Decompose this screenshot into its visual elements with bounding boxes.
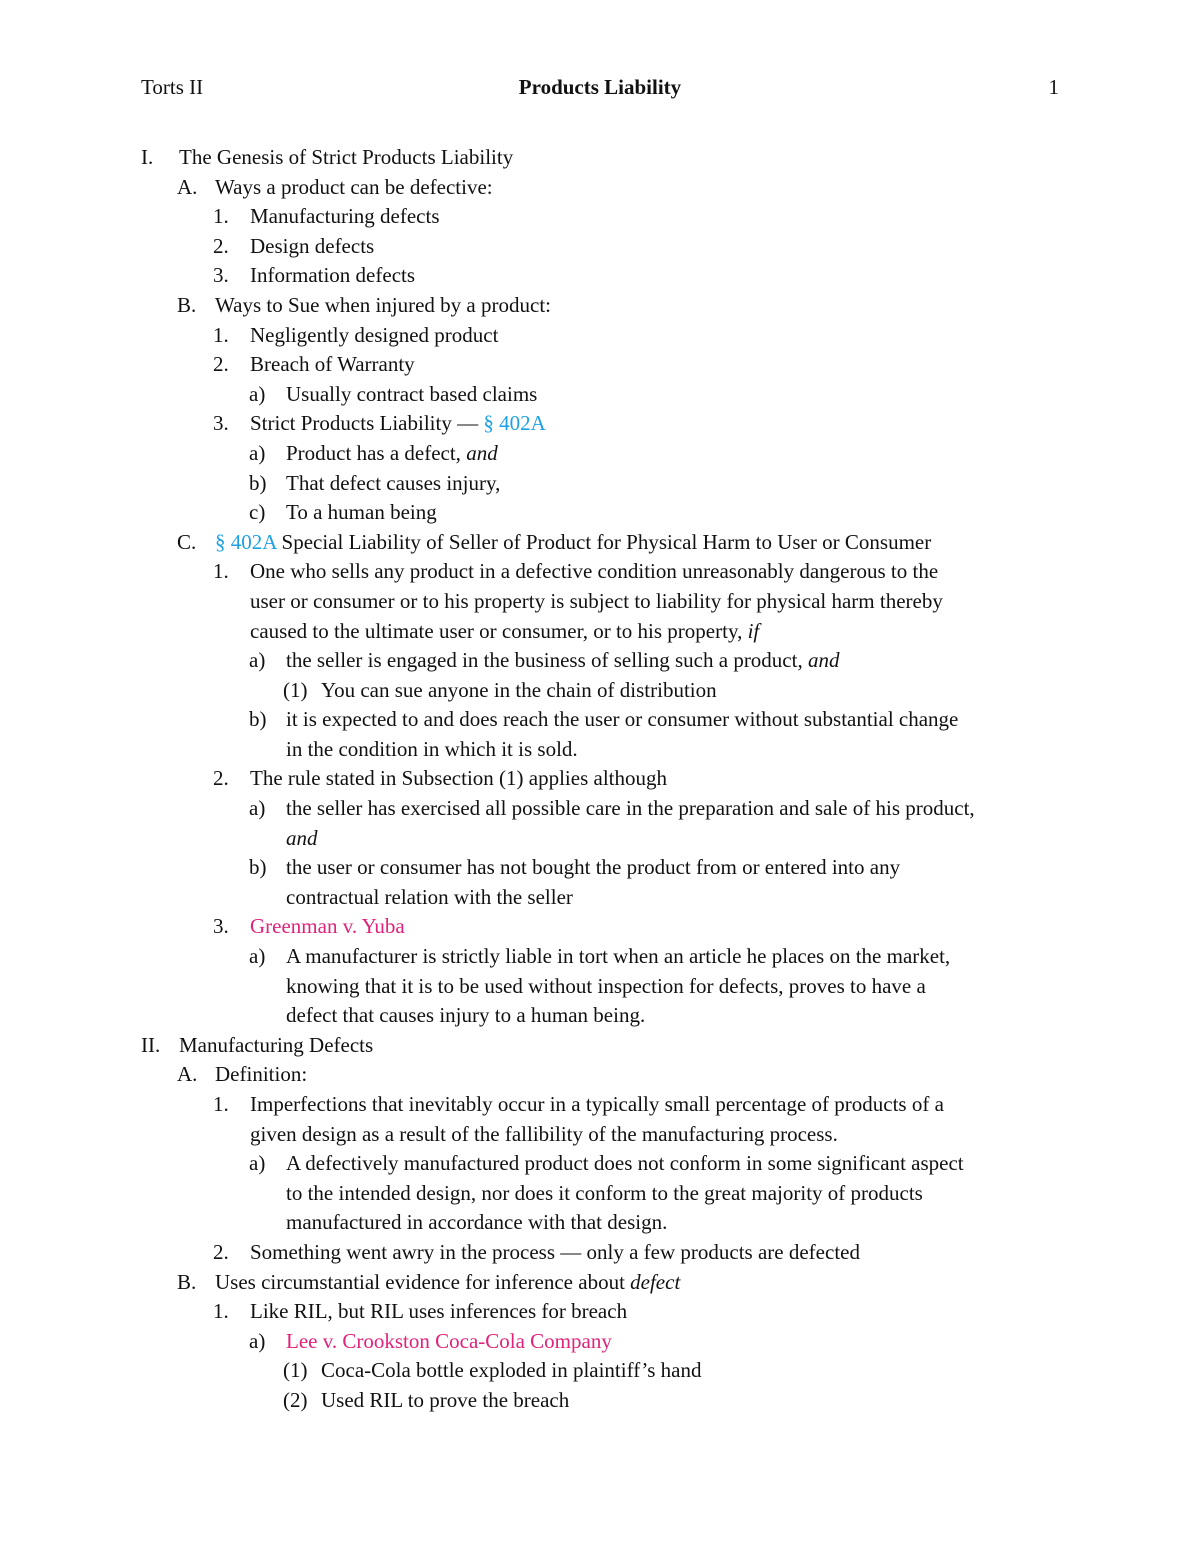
outline-text <box>250 1238 860 1268</box>
outline-text <box>286 498 437 528</box>
outline-marker: a) <box>249 796 266 821</box>
outline-line <box>0 735 1200 765</box>
header-page-number: 1 <box>1048 75 1059 99</box>
text-segment: Manufacturing Defects <box>179 1032 374 1057</box>
outline-marker: a) <box>249 440 266 465</box>
outline-marker: A. <box>177 174 198 199</box>
outline-marker: 3. <box>213 263 229 288</box>
outline-marker: II. <box>141 1032 161 1057</box>
text-segment: it is expected to and does reach the user or consumer without substantial change <box>286 707 959 732</box>
outline-marker: 1. <box>213 204 229 229</box>
outline-line <box>0 1149 1200 1179</box>
outline-text <box>250 1120 838 1150</box>
outline-text <box>286 794 975 824</box>
text-segment: contractual relation with the seller <box>286 884 573 909</box>
outline-marker: (2) <box>283 1387 308 1412</box>
outline-text <box>250 1090 944 1120</box>
text-segment: Product has a defect, <box>286 440 467 465</box>
outline-text <box>286 942 950 972</box>
outline-marker: A. <box>177 1062 198 1087</box>
text-segment: That defect causes injury, <box>286 470 501 495</box>
outline-marker: (1) <box>283 677 308 702</box>
outline-marker: B. <box>177 1269 197 1294</box>
text-segment: Manufacturing defects <box>250 204 440 229</box>
outline-text <box>286 1149 964 1179</box>
text-segment: Design defects <box>250 233 375 258</box>
text-segment: knowing that it is to be used without inspection for defects, proves to have a <box>286 973 926 998</box>
outline-text <box>286 972 926 1002</box>
text-segment: in the condition in which it is sold. <box>286 736 578 761</box>
outline-text <box>179 1031 373 1061</box>
text-segment: Like RIL, but RIL uses inferences for breach <box>250 1299 628 1324</box>
text-segment: Used RIL to prove the breach <box>321 1387 570 1412</box>
outline-text <box>250 557 938 587</box>
outline-line <box>0 764 1200 794</box>
outline-marker: (1) <box>283 1358 308 1383</box>
text-segment: Imperfections that inevitably occur in a typically small percentage of products of a <box>250 1092 944 1116</box>
outline-line <box>0 912 1200 942</box>
outline-line <box>0 321 1200 351</box>
outline-marker: b) <box>249 707 267 732</box>
outline-marker: c) <box>249 500 266 525</box>
text-segment: Uses circumstantial evidence for inference about <box>215 1269 631 1294</box>
outline-text <box>321 676 717 706</box>
outline-line <box>0 1386 1200 1416</box>
outline-text <box>250 409 546 439</box>
outline-text <box>321 1386 569 1416</box>
text-segment: The rule stated in Subsection (1) applies although <box>250 766 667 791</box>
text-segment: and <box>466 440 498 465</box>
outline-text <box>286 439 498 469</box>
outline-marker: a) <box>249 381 266 406</box>
outline-line <box>0 1090 1200 1120</box>
text-segment: A defectively manufactured product does not conform in some significant aspect <box>286 1151 964 1176</box>
outline-text <box>286 1001 645 1031</box>
header-course-title: Torts II <box>141 75 204 99</box>
outline-line <box>0 676 1200 706</box>
outline-line <box>0 291 1200 321</box>
outline-line <box>0 173 1200 203</box>
outline-text <box>250 764 667 794</box>
text-segment: given design as a result of the fallibility of the manufacturing process. <box>250 1121 838 1146</box>
outline-text <box>250 261 415 291</box>
outline-marker: 1. <box>213 1299 229 1324</box>
outline-marker: 2. <box>213 766 229 791</box>
outline-marker: 1. <box>213 1092 229 1116</box>
outline-line <box>0 646 1200 676</box>
outline-text <box>286 883 573 913</box>
text-segment: manufactured in accordance with that design. <box>286 1210 668 1235</box>
outline-marker: a) <box>249 648 266 673</box>
outline-line <box>0 617 1200 647</box>
outline-line <box>0 853 1200 883</box>
text-segment: defect that causes injury to a human being. <box>286 1003 646 1028</box>
outline-text <box>250 202 440 232</box>
outline-marker: 3. <box>213 411 229 436</box>
outline-line <box>0 498 1200 528</box>
outline-line <box>0 883 1200 913</box>
outline-text <box>286 853 900 883</box>
text-segment: You can sue anyone in the chain of distribution <box>321 677 717 702</box>
outline-text <box>286 469 500 499</box>
outline-text <box>250 912 405 942</box>
text-segment: A manufacturer is strictly liable in tort when an article he places on the market, <box>286 944 951 969</box>
text-segment: Information defects <box>250 263 416 288</box>
outline-text <box>286 824 318 854</box>
outline-line <box>0 1120 1200 1150</box>
text-segment: Special Liability of Seller of Product for Physical Harm to User or Consumer <box>276 529 932 554</box>
outline-line <box>0 557 1200 587</box>
outline-text <box>321 1356 701 1386</box>
outline-marker: C. <box>177 529 197 554</box>
outline-text <box>286 1327 612 1357</box>
outline-text <box>250 587 943 617</box>
outline-line <box>0 380 1200 410</box>
text-segment: The Genesis of Strict Products Liability <box>179 145 514 169</box>
text-segment: One who sells any product in a defective condition unreasonably dangerous to the <box>250 559 939 584</box>
outline-line <box>0 1268 1200 1298</box>
outline-line <box>0 469 1200 499</box>
text-segment: To a human being <box>286 500 437 525</box>
text-segment: Definition: <box>215 1062 308 1087</box>
outline-body <box>0 143 1200 1416</box>
outline-text <box>250 1297 627 1327</box>
outline-line <box>0 1327 1200 1357</box>
outline-marker: 2. <box>213 352 229 377</box>
outline-text <box>215 291 551 321</box>
text-segment: Negligently designed product <box>250 322 499 347</box>
text-segment: and <box>286 825 318 850</box>
text-segment: Coca-Cola bottle exploded in plaintiff’s hand <box>321 1358 702 1383</box>
text-segment: and <box>807 648 840 673</box>
outline-line <box>0 1001 1200 1031</box>
outline-line <box>0 439 1200 469</box>
outline-marker: a) <box>249 1151 266 1176</box>
outline-marker: a) <box>249 1328 266 1353</box>
outline-line <box>0 202 1200 232</box>
header-topic-title: Products Liability <box>518 75 682 99</box>
text-segment: to the intended design, nor does it conform to the great majority of products <box>286 1180 923 1205</box>
statute-reference: § 402A <box>483 411 546 436</box>
outline-line <box>0 528 1200 558</box>
outline-text <box>215 528 931 558</box>
outline-text <box>286 380 537 410</box>
statute-reference: § 402A <box>215 529 277 554</box>
outline-line <box>0 587 1200 617</box>
text-segment: Strict Products Liability — <box>250 411 484 436</box>
outline-line <box>0 1208 1200 1238</box>
outline-text <box>179 143 513 173</box>
outline-marker: b) <box>249 470 267 495</box>
outline-text <box>250 617 759 647</box>
outline-text <box>286 735 578 765</box>
outline-text <box>215 1268 680 1298</box>
outline-line <box>0 1031 1200 1061</box>
text-segment: Something went awry in the process — only a few products are defected <box>250 1239 860 1264</box>
case-name: Greenman v. Yuba <box>250 914 405 939</box>
outline-line <box>0 1179 1200 1209</box>
outline-text <box>215 1060 307 1090</box>
case-name: Lee v. Crookston Coca-Cola Company <box>286 1328 612 1353</box>
outline-text <box>286 646 839 676</box>
outline-marker: a) <box>249 944 266 969</box>
outline-line <box>0 794 1200 824</box>
outline-text <box>286 705 958 735</box>
text-segment: the user or consumer has not bought the product from or entered into any <box>286 855 901 880</box>
outline-marker: 1. <box>213 322 229 347</box>
text-segment: Breach of Warranty <box>250 352 415 377</box>
text-segment: Ways a product can be defective: <box>215 174 493 199</box>
text-segment: caused to the ultimate user or consumer, or to his property, <box>250 618 748 643</box>
outline-marker: B. <box>177 292 197 317</box>
outline-line <box>0 705 1200 735</box>
outline-marker: I. <box>141 145 154 169</box>
outline-line <box>0 972 1200 1002</box>
outline-line <box>0 1356 1200 1386</box>
outline-text <box>286 1179 923 1209</box>
outline-marker: 1. <box>213 559 229 584</box>
outline-line <box>0 1060 1200 1090</box>
outline-marker: 2. <box>213 233 229 258</box>
outline-text <box>215 173 493 203</box>
outline-line <box>0 1297 1200 1327</box>
outline-line <box>0 409 1200 439</box>
text-segment: Usually contract based claims <box>286 381 538 406</box>
outline-text <box>250 350 415 380</box>
outline-marker: 3. <box>213 914 229 939</box>
outline-line <box>0 143 1200 173</box>
outline-line <box>0 232 1200 262</box>
outline-line <box>0 824 1200 854</box>
outline-line <box>0 1238 1200 1268</box>
outline-line <box>0 350 1200 380</box>
text-segment: the seller has exercised all possible care in the preparation and sale of his product, <box>286 796 975 821</box>
outline-line <box>0 942 1200 972</box>
outline-text <box>250 321 498 351</box>
text-segment: user or consumer or to his property is subject to liability for physical harm thereby <box>250 588 943 613</box>
outline-marker: b) <box>249 855 267 880</box>
text-segment: the seller is engaged in the business of selling such a product, <box>286 648 808 673</box>
outline-text <box>286 1208 667 1238</box>
text-segment: defect <box>630 1269 681 1294</box>
outline-text <box>250 232 374 262</box>
outline-line <box>0 261 1200 291</box>
text-segment: Ways to Sue when injured by a product: <box>215 292 551 317</box>
text-segment: if <box>747 618 760 643</box>
outline-marker: 2. <box>213 1239 229 1264</box>
